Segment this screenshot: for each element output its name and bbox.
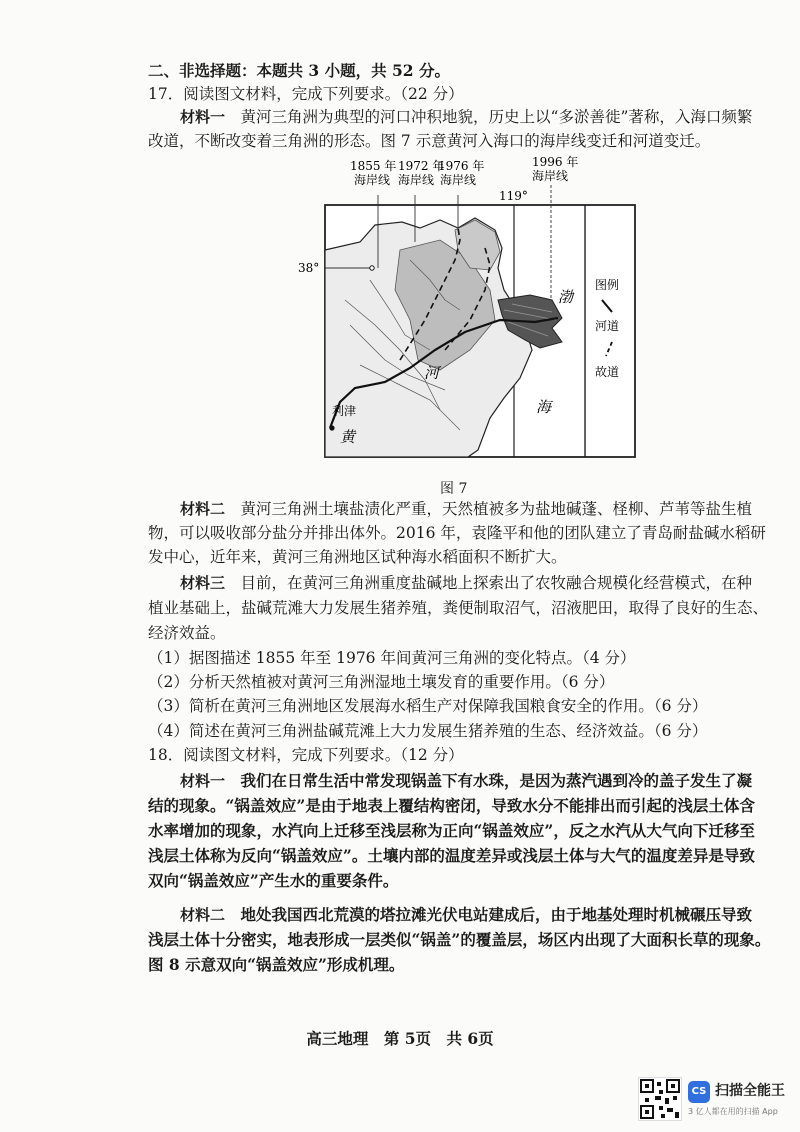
material-text: 我们在日常生活中常发现锅盖下有水珠，是因为蒸汽遇到冷的盖子发生了凝 <box>240 771 753 790</box>
material-label: 材料一 <box>180 108 226 126</box>
material-text: 黄河三角洲为典型的河口冲积地貌，历史上以“多淤善徙”著称，入海口频繁 <box>240 108 753 126</box>
label-bohai-1: 渤 <box>558 288 574 306</box>
legend-title: 图例 <box>595 278 620 292</box>
page-footer: 高三地理 第 5页 共 6页 <box>306 1029 494 1048</box>
material-text: 地处我国西北荒漠的塔拉滩光伏电站建成后，由于地基处理时机械碾压导致 <box>240 905 753 924</box>
label-1855-coast: 海岸线 <box>354 173 391 187</box>
question-17-3: （3）简析在黄河三角洲地区发展海水稻生产对保障我国粮食安全的作用。（6 分） <box>148 697 708 715</box>
lat-marker <box>370 266 374 270</box>
q18-material-1-line-2: 结的现象。“锅盖效应”是由于地表上覆结构密闭，导致水分不能排出而引起的浅层土体含 <box>148 796 755 815</box>
material-2-line <box>180 499 752 519</box>
label-1855: 1855 年 <box>350 159 397 173</box>
label-1976: 1976 年 <box>438 159 485 173</box>
label-lon-119: 119° <box>499 189 528 203</box>
q18-material-2-line-2: 浅层土体十分密实，地表形成一层类似“锅盖”的覆盖层，场区内出现了大面积长草的现象。 <box>148 930 771 949</box>
material-text: 目前，在黄河三角洲重度盐碱地上探索出了农牧融合规模化经营模式，在种 <box>240 574 753 592</box>
label-lijin: 利津 <box>332 404 357 418</box>
legend-river-label: 河道 <box>595 319 620 333</box>
q18-material-2-line <box>180 905 752 925</box>
figure-caption: 图 7 <box>440 481 468 497</box>
material-3-line <box>180 573 752 593</box>
q18-material-1-line <box>180 771 752 791</box>
label-huang: 黄 <box>340 428 356 446</box>
scanner-tagline: 3 亿人都在用的扫描 App <box>688 1107 778 1116</box>
label-1972: 1972 年 <box>398 159 445 173</box>
material-label: 材料二 <box>180 906 226 924</box>
label-lat-38: 38° <box>298 261 320 275</box>
q18-material-1-line-3: 水率增加的现象，水汽向上迁移至浅层称为正向“锅盖效应”，反之水汽从大气向下迁移至 <box>148 821 755 840</box>
material-label: 材料二 <box>180 500 226 518</box>
q18-material-2-line-3: 图 8 示意双向“锅盖效应”形成机理。 <box>148 955 405 974</box>
scanner-name: 扫描全能王 <box>715 1083 785 1099</box>
label-bohai-2: 海 <box>536 398 552 416</box>
question-17-heading: 17．阅读图文材料，完成下列要求。（22 分） <box>148 85 464 103</box>
question-17-2: （2）分析天然植被对黄河三角洲湿地土壤发育的重要作用。（6 分） <box>148 673 615 691</box>
scanner-watermark <box>638 1077 790 1123</box>
material-label: 材料三 <box>180 574 226 592</box>
label-1996: 1996 年 <box>532 155 579 169</box>
q18-material-1-line-4: 浅层土体称为反向“锅盖效应”。土壤内部的温度差异或浅层土体与大气的温度差异是导致 <box>148 846 755 865</box>
section-heading: 二、非选择题：本题共 3 小题，共 52 分。 <box>148 61 450 80</box>
figure-7-map <box>290 150 650 462</box>
qr-code-icon <box>638 1077 682 1121</box>
question-17-1: （1）据图描述 1855 年至 1976 年间黄河三角洲的变化特点。（4 分） <box>148 649 636 667</box>
material-text: 黄河三角洲土壤盐渍化严重，天然植被多为盐地碱蓬、柽柳、芦苇等盐生植 <box>240 500 753 518</box>
material-3-line-2: 植业基础上，盐碱荒滩大力发展生猪养殖，粪便制取沼气，沼液肥田，取得了良好的生态、 <box>148 599 769 617</box>
material-1-line <box>180 107 752 127</box>
label-1972-coast: 海岸线 <box>398 173 435 187</box>
label-he: 河 <box>424 364 440 382</box>
material-1-line-2: 改道，不断改变着三角洲的形态。图 7 示意黄河入海口的海岸线变迁和河道变迁。 <box>148 132 711 150</box>
material-2-line-3: 发中心，近年来，黄河三角洲地区试种海水稻面积不断扩大。 <box>148 548 567 566</box>
label-1976-coast: 海岸线 <box>440 173 477 187</box>
question-18-heading: 18．阅读图文材料，完成下列要求。（12 分） <box>148 746 464 764</box>
label-1996-coast: 海岸线 <box>532 169 569 183</box>
material-3-line-3: 经济效益。 <box>148 624 226 642</box>
q18-material-1-line-5: 双向“锅盖效应”产生水的重要条件。 <box>148 871 399 890</box>
legend-old-label: 故道 <box>595 365 620 379</box>
material-2-line-2: 物，可以吸收部分盐分并排出体外。2016 年，袁隆平和他的团队建立了青岛耐盐碱水稻研 <box>148 524 766 542</box>
material-label: 材料一 <box>180 772 226 790</box>
question-17-4: （4）简述在黄河三角洲盐碱荒滩上大力发展生猪养殖的生态、经济效益。（6 分） <box>148 722 708 740</box>
lijin-point <box>329 425 334 430</box>
camscanner-logo: CS <box>688 1081 710 1103</box>
